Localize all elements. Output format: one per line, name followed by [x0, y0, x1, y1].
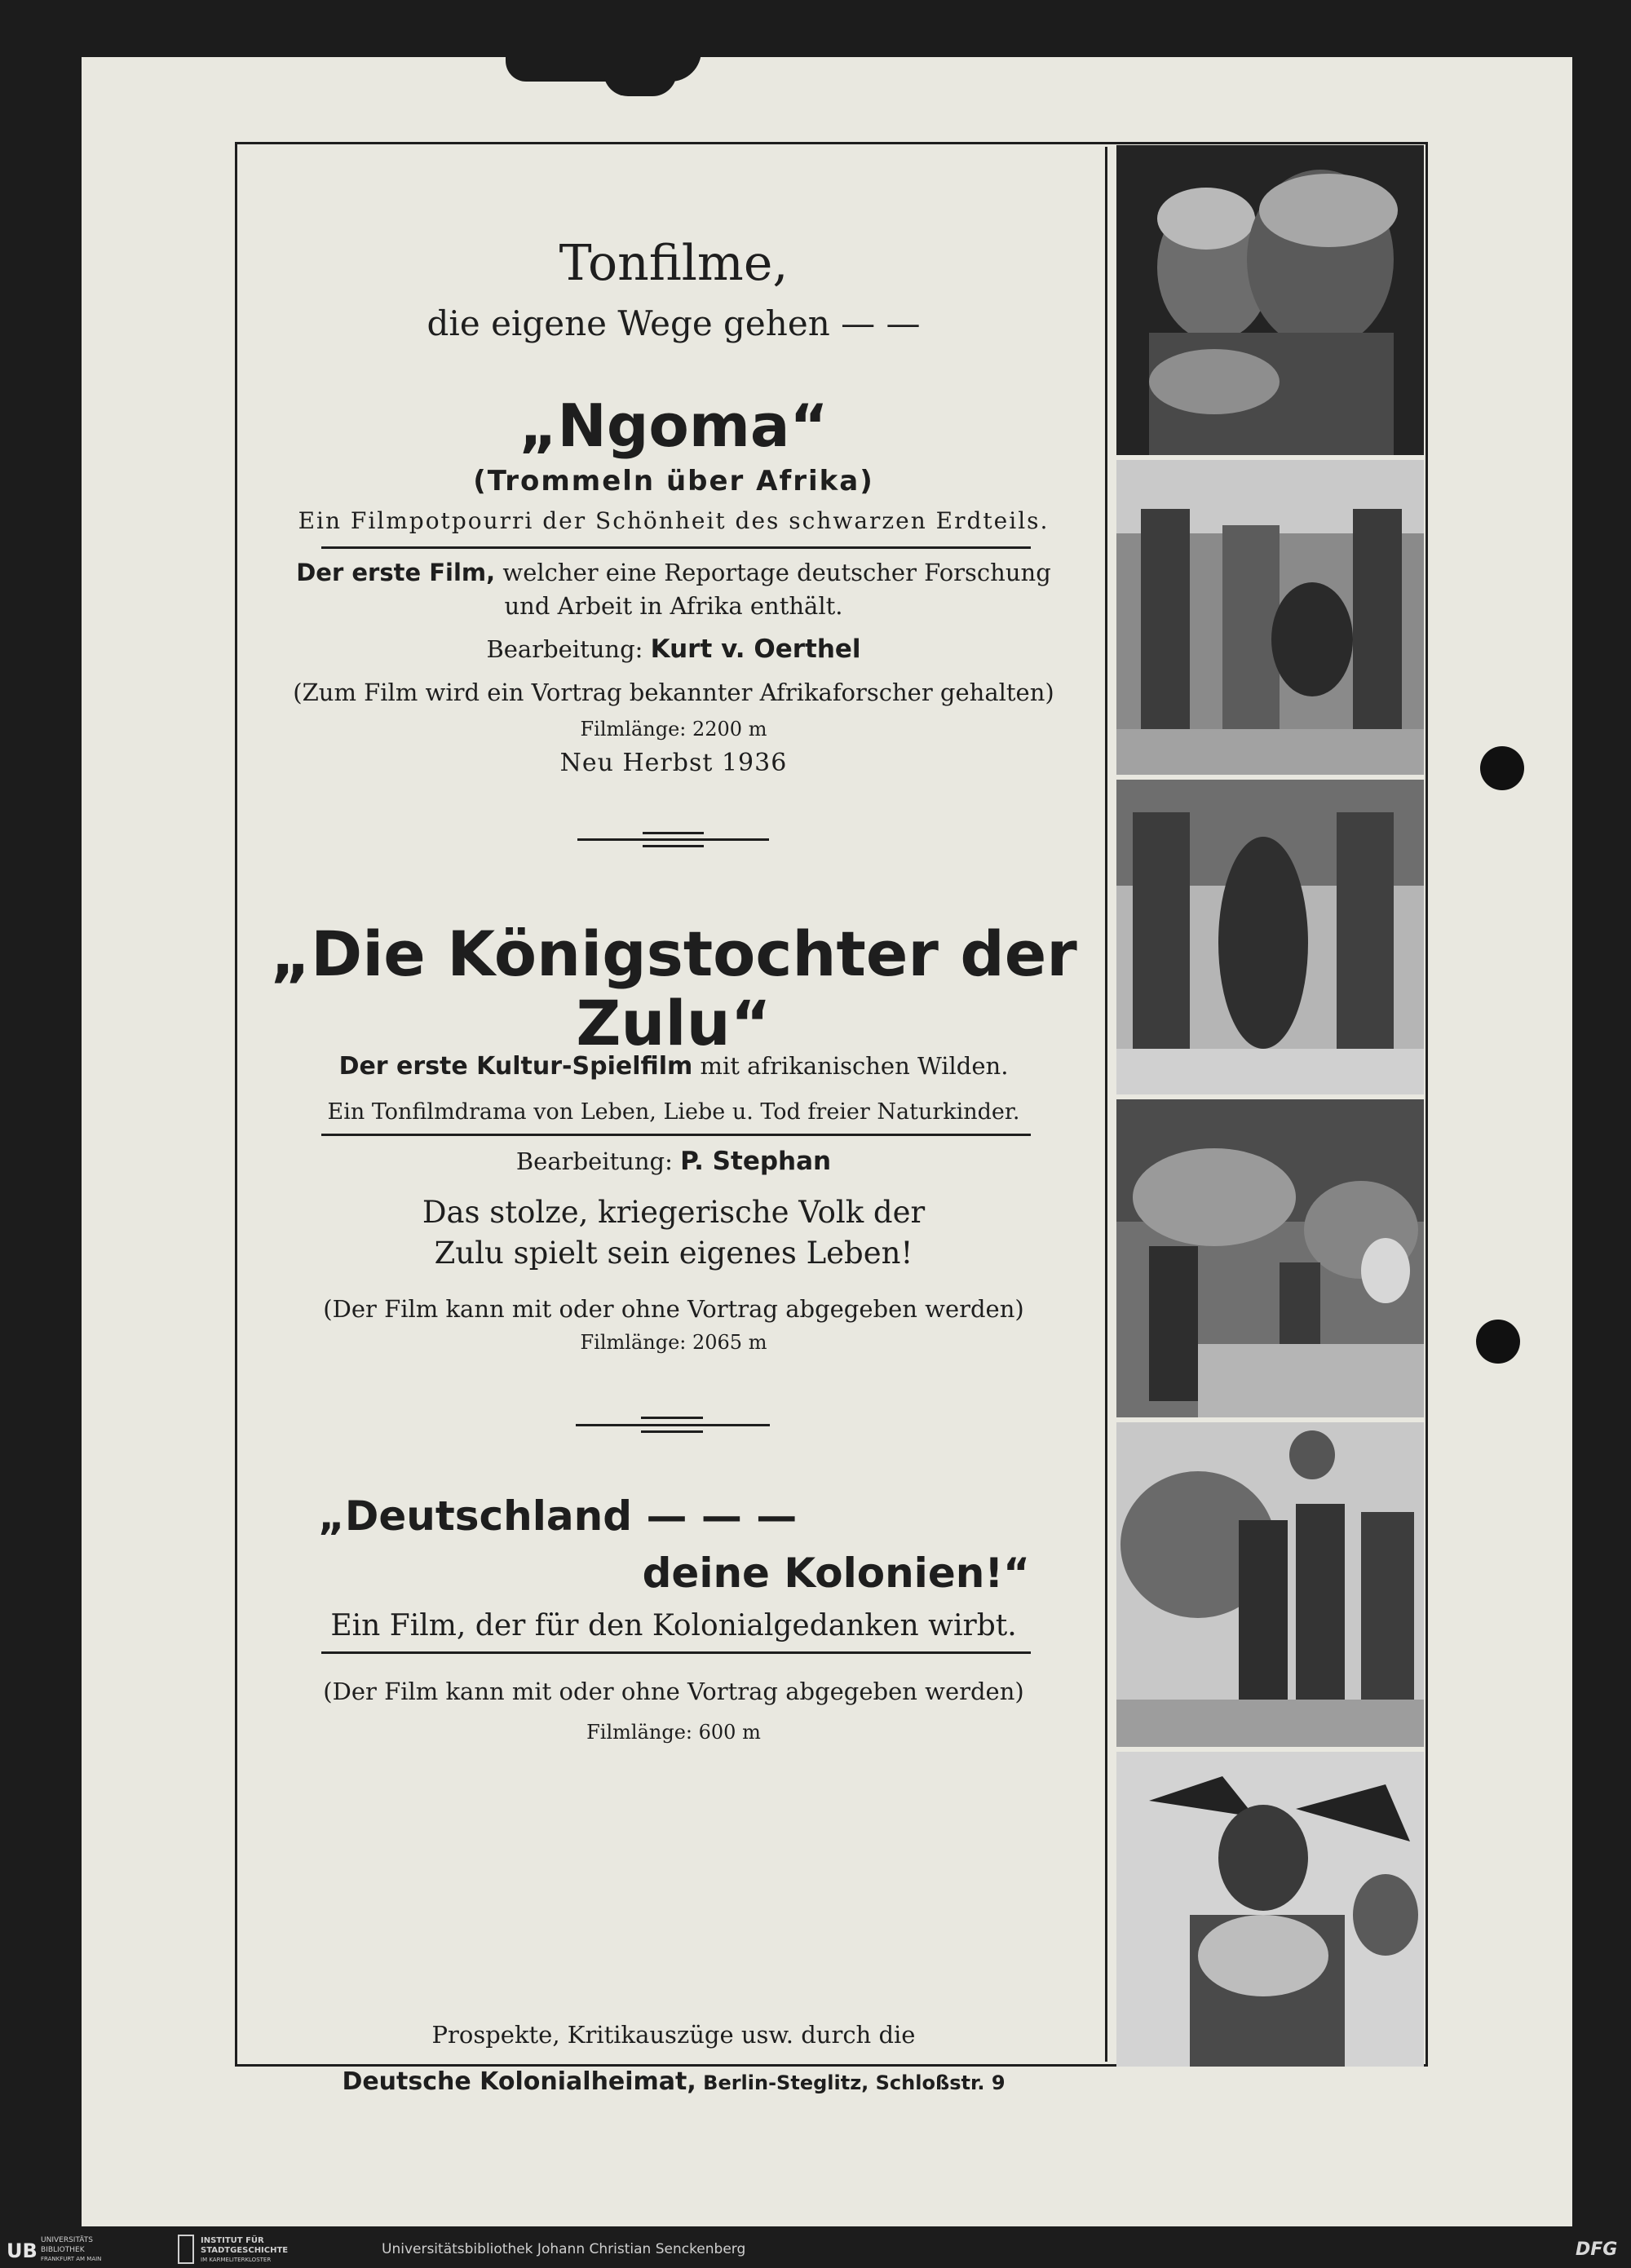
- isg-text-3: IM KARMELITERKLOSTER: [201, 2257, 272, 2263]
- photo-dance: [1116, 1099, 1424, 1417]
- film1-title: „Ngoma“: [519, 391, 829, 460]
- text-panel: [240, 147, 1107, 2096]
- film2-quote-line1: Das stolze, kriegerische Volk der: [422, 1195, 926, 1230]
- punch-hole: [1480, 746, 1524, 790]
- ub-logo: UB: [7, 2239, 38, 2262]
- isg-text-2: STADTGESCHICHTE: [201, 2246, 289, 2255]
- film1-editor-label: Bearbeitung:: [486, 635, 643, 663]
- photo-couple: [1116, 145, 1424, 455]
- photo-image: [1116, 1099, 1424, 1417]
- film2-desc-rest: mit afrikanischen Wilden.: [692, 1052, 1009, 1080]
- film1-subtitle: (Trommeln über Afrika): [473, 465, 874, 497]
- footer-bar: [0, 2233, 1631, 2268]
- photo-village: [1116, 1422, 1424, 1747]
- film3-title-line1: „Deutschland — — —: [318, 1492, 798, 1540]
- separator: [641, 1417, 703, 1419]
- film1-desc-bold: Der erste Film,: [296, 559, 496, 586]
- ub-text-1: UNIVERSITÄTS: [41, 2236, 93, 2244]
- separator: [643, 845, 704, 847]
- film2-quote-line2: Zulu spielt sein eigenes Leben!: [434, 1236, 913, 1271]
- photo-image: [1116, 1752, 1424, 2067]
- film1-tagline: Ein Filmpotpourri der Schönheit des schwarzen Erdteils.: [298, 507, 1050, 534]
- film2-title-line1: „Die Königstochter der: [270, 917, 1077, 990]
- film2-length: Filmlänge: 2065 m: [580, 1331, 767, 1354]
- film2-editor: [240, 1147, 1107, 1176]
- film1-release: Neu Herbst 1936: [559, 749, 788, 777]
- film1-desc-line2: und Arbeit in Afrika enthält.: [504, 592, 843, 620]
- photo-drummers: [1116, 460, 1424, 775]
- film2-title-line2: Zulu“: [576, 987, 771, 1059]
- film2-editor-name: P. Stephan: [680, 1147, 832, 1176]
- film2-note: (Der Film kann mit oder ohne Vortrag abgegeben werden): [323, 1295, 1024, 1323]
- film1-desc-rest: welcher eine Reportage deutscher Forschung: [495, 559, 1051, 586]
- isg-logo: [178, 2235, 194, 2264]
- header-subtitle: die eigene Wege gehen — —: [427, 303, 921, 343]
- photo-image: [1116, 1422, 1424, 1747]
- photo-image: [1116, 780, 1424, 1094]
- dfg-logo: DFG: [1576, 2239, 1618, 2260]
- film1-underline: [321, 546, 1031, 549]
- film2-tagline: Ein Tonfilmdrama von Leben, Liebe u. Tod freier Naturkinder.: [327, 1099, 1020, 1125]
- film2-editor-label: Bearbeitung:: [515, 1147, 673, 1175]
- ub-text-2: BIBLIOTHEK: [41, 2246, 85, 2254]
- photo-portrait: [1116, 1752, 1424, 2067]
- contact-line2: [240, 2067, 1107, 2096]
- photo-image: [1116, 145, 1424, 455]
- film3-tagline: Ein Film, der für den Kolonialgedanken wirbt.: [330, 1609, 1017, 1642]
- film1-length: Filmlänge: 2200 m: [580, 718, 767, 741]
- ub-text-3: FRANKFURT AM MAIN: [41, 2256, 102, 2262]
- film1-note: (Zum Film wird ein Vortrag bekannter Afrikaforscher gehalten): [293, 679, 1054, 706]
- contact-org: Deutsche Kolonialheimat,: [342, 2067, 696, 2096]
- punch-hole: [1476, 1320, 1520, 1364]
- separator: [577, 838, 769, 841]
- film1-editor: [240, 634, 1107, 664]
- isg-text-1: INSTITUT FÜR: [201, 2236, 264, 2245]
- film2-desc-bold: Der erste Kultur-Spielfilm: [338, 1052, 693, 1081]
- film3-underline: [321, 1651, 1031, 1654]
- film3-title-line2: deine Kolonien!“: [642, 1550, 1030, 1597]
- film1-description: [240, 559, 1107, 586]
- photo-chief: [1116, 780, 1424, 1094]
- film2-description: [240, 1052, 1107, 1081]
- separator: [643, 832, 704, 834]
- photo-strip: [1113, 145, 1427, 2067]
- header-title: Tonfilme,: [559, 235, 789, 292]
- film3-note: (Der Film kann mit oder ohne Vortrag abgegeben werden): [323, 1678, 1024, 1705]
- film1-editor-name: Kurt v. Oerthel: [650, 634, 861, 664]
- contact-line1: Prospekte, Kritikauszüge usw. durch die: [431, 2021, 916, 2049]
- contact-address: Berlin-Steglitz, Schloßstr. 9: [696, 2071, 1006, 2094]
- library-name: Universitätsbibliothek Johann Christian Senckenberg: [382, 2241, 746, 2257]
- photo-image: [1116, 460, 1424, 775]
- separator: [641, 1430, 703, 1433]
- separator: [576, 1424, 770, 1426]
- film3-length: Filmlänge: 600 m: [586, 1721, 761, 1744]
- film2-underline: [321, 1134, 1031, 1136]
